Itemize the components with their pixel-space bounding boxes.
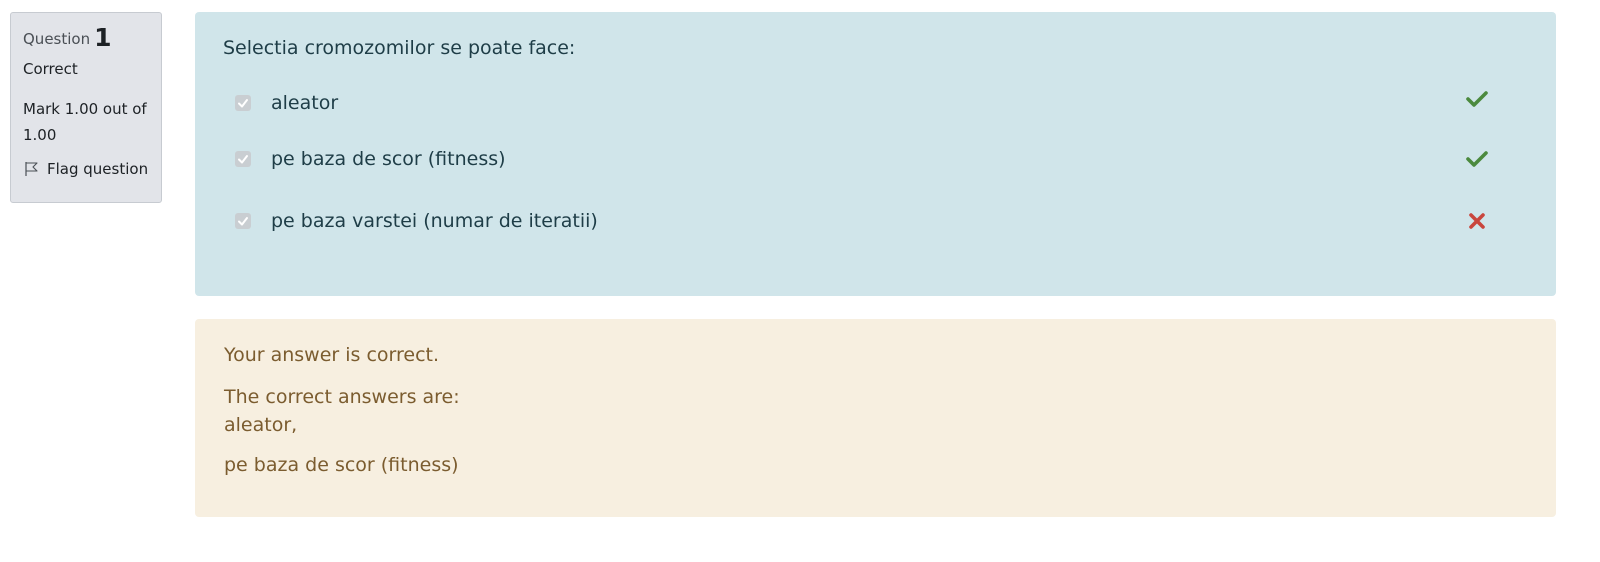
answer-label: pe baza de scor (fitness) [271,148,506,170]
question-state: Correct [23,60,78,78]
cross-icon [1468,212,1486,230]
answer-checkbox[interactable] [235,213,251,229]
question-text: Selectia cromozomilor se poate face: [223,37,576,59]
answer-option [223,84,1528,128]
answer-list [223,84,1528,252]
question-grade: Mark 1.00 out of 1.00 [23,100,147,144]
check-icon [1466,90,1488,108]
flag-question-label: Flag question [47,160,149,178]
question-label: Question [23,30,91,48]
right-answer-item: aleator, [224,414,298,436]
specific-feedback: Your answer is correct. [224,344,440,366]
answer-label: aleator [271,92,339,114]
question-number [23,25,149,52]
checkbox-check-icon [237,97,249,109]
question-feedback [195,319,1556,517]
check-icon [1466,150,1488,168]
answer-option [223,128,1528,190]
checkbox-check-icon [237,215,249,227]
answer-checkbox[interactable] [235,151,251,167]
answer-option [223,190,1528,252]
answer-label: pe baza varstei (numar de iteratii) [271,210,598,232]
flag-icon [23,161,39,177]
flag-question-button[interactable] [23,160,149,178]
question-number-value: 1 [94,23,112,52]
right-answer-item: pe baza de scor (fitness) [224,454,459,476]
question-info-panel [10,12,162,203]
question-formulation [195,12,1556,296]
right-answer-label: The correct answers are: [224,386,460,408]
checkbox-check-icon [237,153,249,165]
answer-checkbox[interactable] [235,95,251,111]
